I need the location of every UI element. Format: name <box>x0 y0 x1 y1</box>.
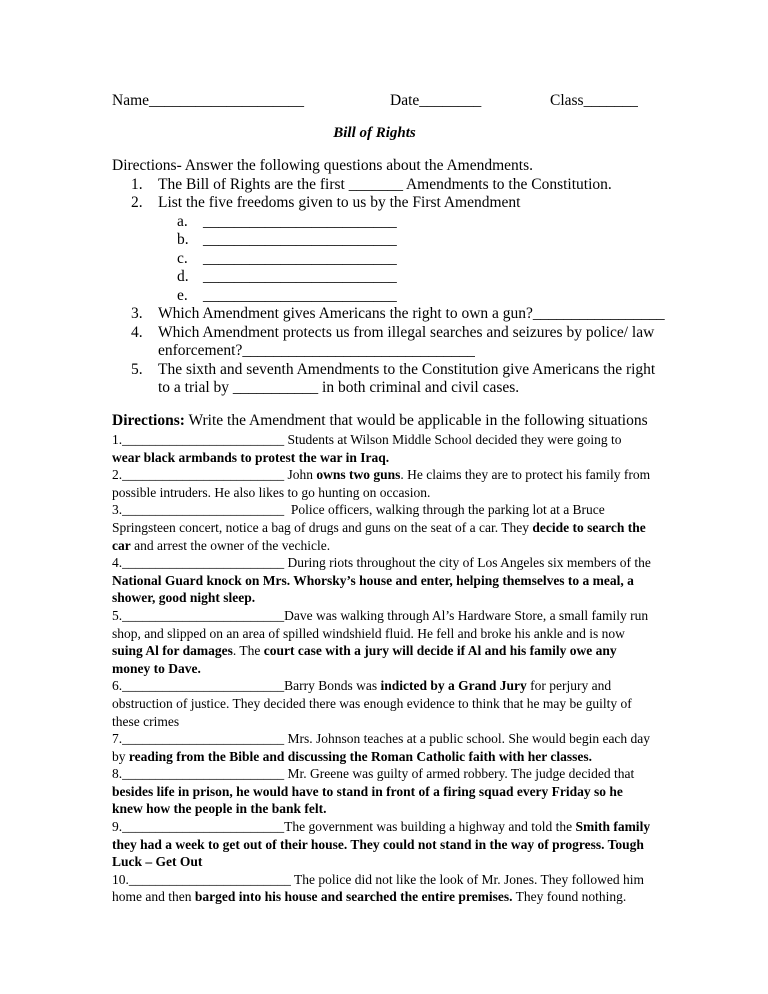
question-continuation: enforcement?______________________________ <box>158 342 475 359</box>
question-number: 1. <box>131 175 143 193</box>
situation-key-phrase: National Guard knock on Mrs. Whorsky’s house and enter, helping themselves to a meal, a shower, good night sleep. <box>112 572 634 606</box>
answer-line-c[interactable] <box>112 250 672 269</box>
class-field[interactable]: Class_______ <box>550 92 638 109</box>
question-4[interactable] <box>112 324 672 361</box>
answer-line-d[interactable] <box>112 268 672 287</box>
situation-key-phrase: suing Al for damages <box>112 643 233 659</box>
question-text: Which Amendment gives Americans the right to own a gun?_________________ <box>158 305 665 322</box>
situation-item[interactable] <box>112 466 652 501</box>
answer-letter: b. <box>177 231 189 248</box>
situation-text: Police officers, walking through the parking lot at a Bruce Springsteen concert, notice a bag of drugs and guns on the seat of a car. They <box>112 502 605 535</box>
situation-answer-blank[interactable]: 7.________________________ <box>112 731 288 747</box>
situation-text: for perjury and obstruction of justice. They decided there was enough evidence to think that he may be guilty of these crimes <box>112 678 632 729</box>
situation-key-phrase: Smith family they had a week to get out of their house. They could not stand in the way of progress. Tough Luck – Get Out <box>112 819 651 870</box>
answer-blank[interactable]: _________________________ <box>203 286 397 304</box>
part2-directions <box>112 412 672 430</box>
situation-item[interactable] <box>112 871 652 906</box>
situation-text: . The <box>232 643 264 659</box>
question-5[interactable] <box>112 361 672 398</box>
question-number: 2. <box>131 194 143 211</box>
answer-letter: e. <box>177 286 188 304</box>
situation-text: During riots throughout the city of Los Angeles six members of the <box>287 555 651 571</box>
situation-key-phrase: owns two guns <box>316 467 401 483</box>
situation-text: Mr. Greene was guilty of armed robbery. The judge decided that <box>287 766 635 782</box>
situation-key-phrase: reading from the Bible and discussing the Roman Catholic faith with her classes. <box>128 748 593 764</box>
situation-text: The police did not like the look of Mr. Jones. They followed him home and then <box>112 871 644 905</box>
answer-blank[interactable]: _________________________ <box>203 249 397 267</box>
situation-answer-blank[interactable]: 1.________________________ <box>112 432 288 447</box>
situation-answer-blank[interactable]: 6.________________________ <box>112 678 285 694</box>
answer-blank[interactable]: _________________________ <box>203 231 397 248</box>
answer-line-b[interactable] <box>112 231 672 250</box>
situation-key-phrase: decide to search the car <box>112 519 646 553</box>
name-field[interactable]: Name____________________ <box>112 92 305 109</box>
question-number: 4. <box>131 323 143 341</box>
situation-answer-blank[interactable]: 9.________________________ <box>112 819 285 835</box>
situation-text: Dave was walking through Al’s Hardware Store, a small family run shop, and slipped on an area of spilled windshield fluid. He fell and broke his ankle and is now <box>112 607 649 641</box>
situation-answer-blank[interactable]: 10.________________________ <box>112 871 295 887</box>
situation-text: John <box>287 467 317 483</box>
situation-text: Students at Wilson Middle School decided they were going to <box>287 432 622 447</box>
answer-letter: a. <box>177 212 188 230</box>
page-title: Bill of Rights <box>333 125 416 141</box>
situation-key-phrase: barged into his house and searched the entire premises. <box>194 889 513 905</box>
situation-item[interactable] <box>112 765 652 818</box>
situation-answer-blank[interactable]: 3.________________________ <box>112 502 291 518</box>
part2-directions-label: Directions: <box>112 412 185 429</box>
situation-text: They found nothing. <box>512 889 627 905</box>
situation-item[interactable] <box>112 818 652 871</box>
situations-list <box>112 431 652 906</box>
situation-text: . He claims they are to protect his family from possible intruders. He also likes to go hunting on occasion. <box>112 467 651 500</box>
part2-directions-text: Write the Amendment that would be applicable in the following situations <box>184 412 648 429</box>
date-field[interactable]: Date________ <box>390 92 482 109</box>
question-text: List the five freedoms given to us by the First Amendment <box>158 194 521 211</box>
answer-blank[interactable]: _________________________ <box>203 212 397 230</box>
answer-letter: d. <box>177 268 189 285</box>
situation-item[interactable] <box>112 554 652 607</box>
question-2 <box>112 194 672 213</box>
situation-answer-blank[interactable]: 4.________________________ <box>112 555 288 571</box>
situation-answer-blank[interactable]: 5.________________________ <box>112 607 285 623</box>
situation-key-phrase: besides life in prison, he would have to stand in front of a firing squad every Friday so he knew how the people in the bank felt. <box>112 783 623 817</box>
situation-text: and arrest the owner of the vechicle. <box>130 537 331 553</box>
question-number: 3. <box>131 305 143 322</box>
situation-text: Mrs. Johnson teaches at a public school. She would begin each day by <box>112 731 651 764</box>
question-1[interactable] <box>112 176 672 195</box>
answer-line-a[interactable] <box>112 213 672 232</box>
situation-key-phrase: court case with a jury will decide if Al and his family owe any money to Dave. <box>112 643 617 676</box>
answer-line-e[interactable] <box>112 287 672 306</box>
question-text: Which Amendment protects us from illegal searches and seizures by police/ law <box>158 323 655 341</box>
situation-item[interactable] <box>112 607 652 677</box>
situation-answer-blank[interactable]: 8.________________________ <box>112 766 288 782</box>
answer-letter: c. <box>177 249 188 267</box>
situation-item[interactable] <box>112 501 652 554</box>
question-number: 5. <box>131 360 143 378</box>
question-text: The sixth and seventh Amendments to the Constitution give Americans the right <box>158 360 656 378</box>
situation-answer-blank[interactable]: 2.________________________ <box>112 467 288 483</box>
situation-item[interactable] <box>112 431 652 466</box>
situation-key-phrase: indicted by a Grand Jury <box>380 678 527 694</box>
question-continuation: to a trial by ___________ in both criminal and civil cases. <box>158 379 520 396</box>
situation-text: Barry Bonds was <box>284 678 381 694</box>
part1-section <box>112 157 672 398</box>
situation-key-phrase: wear black armbands to protest the war in Iraq. <box>112 449 390 465</box>
situation-item[interactable] <box>112 677 652 730</box>
situation-item[interactable] <box>112 730 652 765</box>
question-text: The Bill of Rights are the first _______ Amendments to the Constitution. <box>158 175 612 193</box>
answer-blank[interactable]: _________________________ <box>203 268 397 285</box>
question-3[interactable] <box>112 305 672 324</box>
situation-text: The government was building a highway and told the <box>284 819 576 835</box>
part1-directions: Directions- Answer the following questions about the Amendments. <box>112 157 534 174</box>
